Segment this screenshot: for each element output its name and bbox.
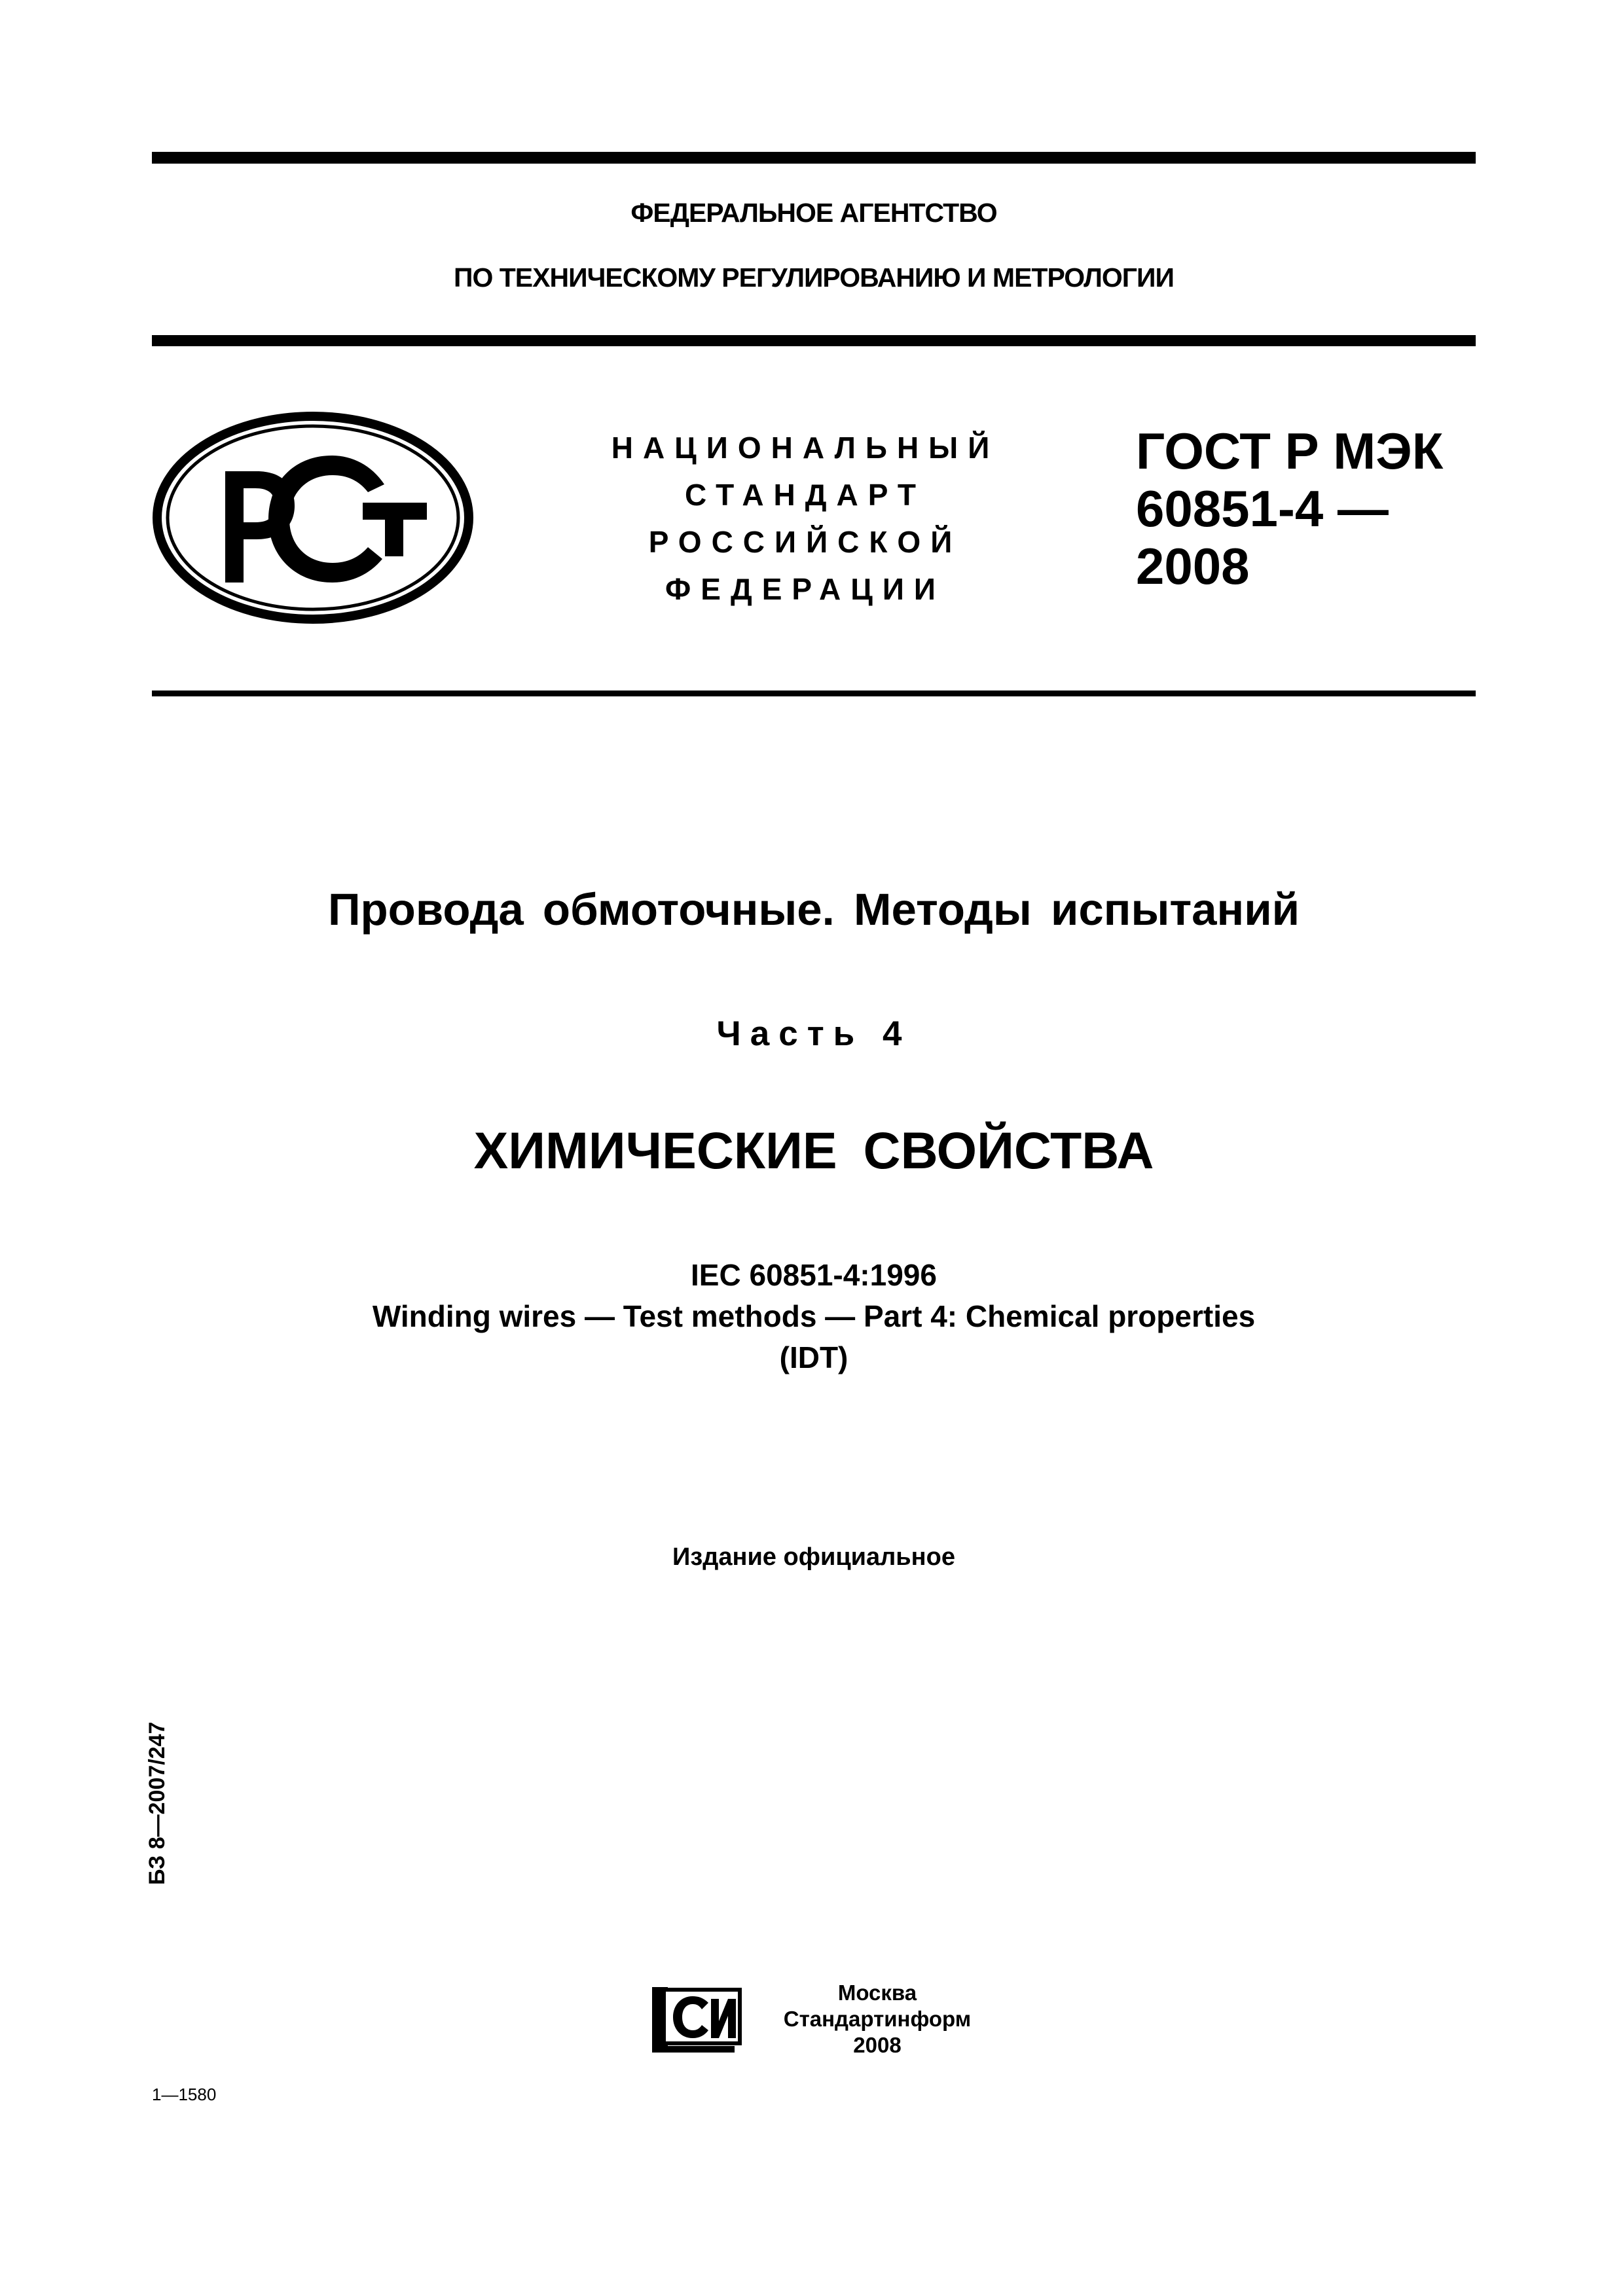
national-standard-label (576, 424, 1034, 613)
top-rule (152, 152, 1476, 164)
publisher-city: Москва (837, 1981, 917, 2005)
edition-label: Издание официальное (672, 1543, 955, 1571)
iec-english-title: Winding wires — Test methods — Part 4: Chemical properties (372, 1299, 1256, 1333)
national-standard-line: СТАНДАРТ (685, 478, 926, 512)
rst-certification-logo-icon (152, 411, 474, 624)
national-standard-line: НАЦИОНАЛЬНЫЙ (611, 431, 1000, 465)
national-standard-line: РОССИЙСКОЙ (648, 525, 962, 559)
document-title: Провода обмоточные. Методы испытаний (327, 884, 1300, 935)
agency-name-line-1: ФЕДЕРАЛЬНОЕ АГЕНТСТВО (630, 198, 997, 228)
iec-reference (152, 1255, 1476, 1378)
publisher-block (759, 1980, 995, 2058)
part-name: ХИМИЧЕСКИЕ СВОЙСТВА (473, 1121, 1154, 1179)
designation-line: 60851-4 — (1136, 480, 1389, 537)
print-code: 1—1580 (152, 2085, 217, 2104)
agency-name-line-2: ПО ТЕХНИЧЕСКОМУ РЕГУЛИРОВАНИЮ И МЕТРОЛОГИИ (454, 262, 1174, 293)
iec-number: IEC 60851-4:1996 (691, 1258, 937, 1292)
bottom-rule (152, 691, 1476, 696)
designation-line: 2008 (1136, 537, 1250, 595)
designation-line: ГОСТ Р МЭК (1136, 422, 1444, 480)
national-standard-line: ФЕДЕРАЦИИ (665, 572, 945, 606)
standard-designation (1136, 422, 1489, 595)
publisher-name: Стандартинформ (783, 2007, 972, 2031)
side-code: БЗ 8—2007/247 (145, 1721, 170, 1885)
middle-rule (152, 335, 1476, 346)
publisher-year: 2008 (853, 2033, 902, 2057)
standartinform-logo-icon (648, 1983, 746, 2056)
part-label: Часть 4 (716, 1014, 911, 1053)
iec-degree: (IDT) (779, 1340, 848, 1374)
